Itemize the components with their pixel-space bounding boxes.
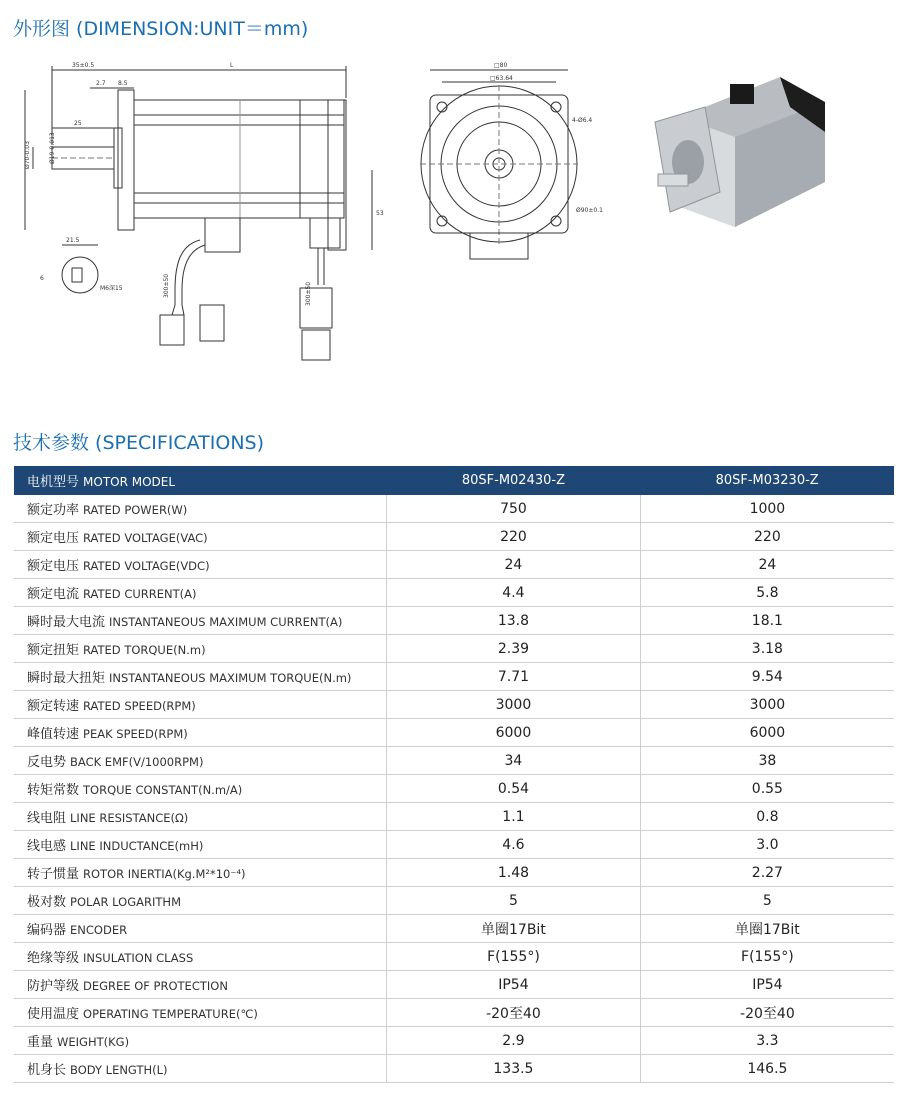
- row-label-zh: 额定电压: [27, 559, 80, 574]
- row-label-zh: 重量: [27, 1035, 54, 1050]
- row-label-zh: 编码器: [27, 923, 67, 938]
- row-value-model-2: 0.8: [640, 803, 894, 831]
- row-value-model-1: F(155°): [387, 943, 641, 971]
- row-value-model-2: 6000: [640, 719, 894, 747]
- row-value-model-1: 2.39: [387, 635, 641, 663]
- row-label-en: ROTOR INERTIA(Kg.M²*10⁻⁴): [83, 867, 246, 881]
- row-value-model-1: 3000: [387, 691, 641, 719]
- row-label-en: INSTANTANEOUS MAXIMUM TORQUE(N.m): [109, 671, 352, 685]
- row-label-en: TORQUE CONSTANT(N.m/A): [83, 783, 243, 797]
- row-value-model-2: 0.55: [640, 775, 894, 803]
- row-value-model-1: IP54: [387, 971, 641, 999]
- row-label: [14, 663, 387, 691]
- row-value-model-2: 5: [640, 887, 894, 915]
- dim-key-height: 6: [40, 275, 44, 282]
- row-label: [14, 551, 387, 579]
- row-value-model-2: IP54: [640, 971, 894, 999]
- row-label-zh: 瞬时最大电流: [27, 615, 106, 630]
- row-label-zh: 额定扭矩: [27, 643, 80, 658]
- dim-cable2: 300±50: [305, 281, 312, 306]
- row-label-zh: 额定电压: [27, 531, 80, 546]
- spec-section-title: 技术参数 (SPECIFICATIONS): [13, 432, 265, 454]
- table-row: [14, 691, 894, 719]
- row-value-model-2: 1000: [640, 495, 894, 523]
- row-value-model-1: 单圈17Bit: [387, 915, 641, 943]
- row-label: [14, 1055, 387, 1083]
- row-label-en: RATED VOLTAGE(VDC): [83, 559, 210, 573]
- row-label-zh: 转子惯量: [27, 867, 80, 882]
- header-model-1: 80SF-M02430-Z: [387, 466, 641, 495]
- dim-flange-square: □80: [494, 62, 508, 69]
- table-row: [14, 775, 894, 803]
- dim-shaft-dia: Ø19-0.013: [49, 132, 56, 164]
- row-label: [14, 803, 387, 831]
- table-row: [14, 719, 894, 747]
- row-value-model-1: 7.71: [387, 663, 641, 691]
- row-label: [14, 943, 387, 971]
- row-label-zh: 防护等级: [27, 979, 80, 994]
- table-row: [14, 663, 894, 691]
- row-label-en: INSULATION CLASS: [83, 951, 194, 965]
- dim-shaft-length: 35±0.5: [72, 62, 95, 69]
- table-row: [14, 999, 894, 1027]
- header-model-2: 80SF-M03230-Z: [640, 466, 894, 495]
- dim-holes: 4-Ø6.4: [572, 117, 593, 124]
- row-value-model-1: 133.5: [387, 1055, 641, 1083]
- row-value-model-2: 5.8: [640, 579, 894, 607]
- dim-key-thread: M6深15: [100, 285, 123, 292]
- row-value-model-1: 750: [387, 495, 641, 523]
- dim-pilot-dia: Ø70-0.03: [24, 141, 31, 169]
- row-label-en: RATED CURRENT(A): [83, 587, 197, 601]
- row-value-model-2: 单圈17Bit: [640, 915, 894, 943]
- row-label-en: POLAR LOGARITHM: [70, 895, 181, 909]
- row-value-model-2: 146.5: [640, 1055, 894, 1083]
- table-row: [14, 607, 894, 635]
- row-value-model-1: 2.9: [387, 1027, 641, 1055]
- dim-key-width: 21.5: [66, 237, 80, 244]
- table-row: [14, 579, 894, 607]
- row-label: [14, 719, 387, 747]
- table-row: [14, 943, 894, 971]
- row-label: [14, 831, 387, 859]
- row-value-model-1: 220: [387, 523, 641, 551]
- row-value-model-1: 34: [387, 747, 641, 775]
- row-label-zh: 峰值转速: [27, 727, 80, 742]
- dim-flange-thick: 8.5: [118, 80, 128, 87]
- row-label: [14, 523, 387, 551]
- row-label-en: WEIGHT(KG): [57, 1035, 130, 1049]
- row-value-model-1: 1.1: [387, 803, 641, 831]
- header-label-zh: 电机型号: [27, 475, 80, 490]
- row-label: [14, 635, 387, 663]
- row-value-model-1: 24: [387, 551, 641, 579]
- row-label: [14, 495, 387, 523]
- table-row: [14, 747, 894, 775]
- row-value-model-1: 4.6: [387, 831, 641, 859]
- row-label-en: RATED SPEED(RPM): [83, 699, 196, 713]
- table-row: [14, 635, 894, 663]
- row-label: [14, 859, 387, 887]
- dimension-section-title: 外形图 (DIMENSION:UNIT＝mm): [13, 18, 309, 40]
- row-label: [14, 775, 387, 803]
- row-value-model-2: 220: [640, 523, 894, 551]
- row-label: [14, 607, 387, 635]
- row-value-model-2: -20至40: [640, 999, 894, 1027]
- row-value-model-2: 18.1: [640, 607, 894, 635]
- dim-key-length: 25: [74, 120, 82, 127]
- row-label-zh: 绝缘等级: [27, 951, 80, 966]
- row-value-model-2: 3000: [640, 691, 894, 719]
- row-label-en: BACK EMF(V/1000RPM): [70, 755, 204, 769]
- row-label-zh: 使用温度: [27, 1007, 80, 1022]
- row-value-model-2: 3.3: [640, 1027, 894, 1055]
- row-label: [14, 915, 387, 943]
- table-row: [14, 915, 894, 943]
- row-value-model-1: 6000: [387, 719, 641, 747]
- table-row: [14, 971, 894, 999]
- dim-height: 53: [376, 210, 384, 217]
- row-label-en: RATED POWER(W): [83, 503, 188, 517]
- row-label-en: PEAK SPEED(RPM): [83, 727, 188, 741]
- table-row: [14, 1027, 894, 1055]
- header-label-en: MOTOR MODEL: [83, 475, 176, 489]
- row-label: [14, 579, 387, 607]
- row-label-zh: 额定转速: [27, 699, 80, 714]
- row-value-model-2: F(155°): [640, 943, 894, 971]
- row-label: [14, 887, 387, 915]
- row-label-en: OPERATING TEMPERATURE(℃): [83, 1007, 258, 1021]
- dim-pcd: Ø90±0.1: [576, 207, 603, 214]
- table-row: [14, 523, 894, 551]
- row-label-en: RATED TORQUE(N.m): [83, 643, 206, 657]
- row-value-model-1: -20至40: [387, 999, 641, 1027]
- row-value-model-2: 2.27: [640, 859, 894, 887]
- row-value-model-1: 13.8: [387, 607, 641, 635]
- row-value-model-2: 3.18: [640, 635, 894, 663]
- row-label-zh: 反电势: [27, 755, 67, 770]
- row-label-en: INSTANTANEOUS MAXIMUM CURRENT(A): [109, 615, 343, 629]
- table-row: [14, 551, 894, 579]
- row-label-en: DEGREE OF PROTECTION: [83, 979, 228, 993]
- table-row: [14, 803, 894, 831]
- row-label-zh: 线电感: [27, 839, 67, 854]
- row-label-zh: 瞬时最大扭矩: [27, 671, 106, 686]
- row-label: [14, 999, 387, 1027]
- dimension-drawing: [0, 50, 620, 380]
- table-row: [14, 887, 894, 915]
- table-row: [14, 1055, 894, 1083]
- row-label: [14, 971, 387, 999]
- dim-flange-gap: 2.7: [96, 80, 106, 87]
- table-row: [14, 495, 894, 523]
- row-label-en: RATED VOLTAGE(VAC): [83, 531, 208, 545]
- row-label-en: ENCODER: [70, 923, 128, 937]
- row-label-zh: 转矩常数: [27, 783, 80, 798]
- header-model-label: [14, 466, 387, 495]
- row-value-model-2: 3.0: [640, 831, 894, 859]
- row-value-model-2: 24: [640, 551, 894, 579]
- row-label-zh: 机身长: [27, 1063, 67, 1078]
- row-label: [14, 747, 387, 775]
- dim-cable1: 300±50: [163, 273, 170, 298]
- row-value-model-2: 9.54: [640, 663, 894, 691]
- row-label: [14, 691, 387, 719]
- row-value-model-1: 5: [387, 887, 641, 915]
- dim-hole-square: □63.64: [490, 75, 513, 82]
- row-value-model-1: 0.54: [387, 775, 641, 803]
- row-label-zh: 极对数: [27, 895, 67, 910]
- motor-photo: [650, 62, 840, 232]
- row-value-model-1: 4.4: [387, 579, 641, 607]
- row-label-zh: 额定电流: [27, 587, 80, 602]
- dim-body-length: L: [230, 62, 234, 69]
- spec-table: [14, 466, 894, 1083]
- row-value-model-1: 1.48: [387, 859, 641, 887]
- row-value-model-2: 38: [640, 747, 894, 775]
- spec-table-header: [14, 466, 894, 495]
- table-row: [14, 831, 894, 859]
- table-row: [14, 859, 894, 887]
- row-label-zh: 线电阻: [27, 811, 67, 826]
- row-label-en: LINE RESISTANCE(Ω): [70, 811, 189, 825]
- row-label-zh: 额定功率: [27, 503, 80, 518]
- row-label-en: LINE INDUCTANCE(mH): [70, 839, 204, 853]
- row-label-en: BODY LENGTH(L): [70, 1063, 168, 1077]
- row-label: [14, 1027, 387, 1055]
